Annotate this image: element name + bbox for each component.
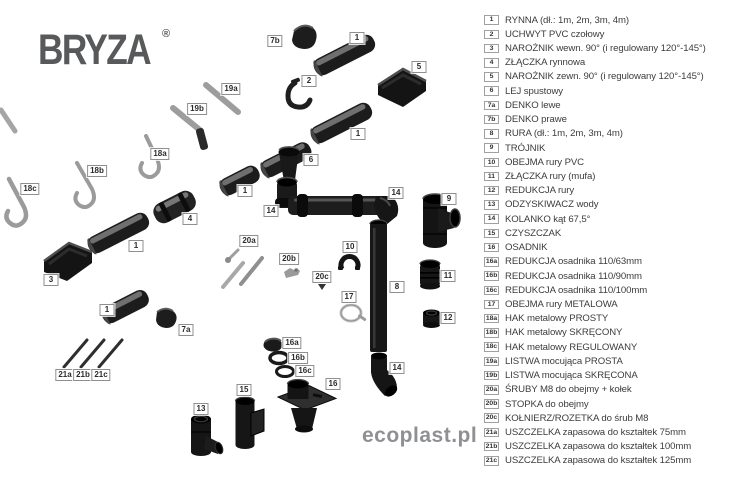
legend-item-2 (484, 27, 748, 41)
callout-5: 5 (412, 61, 427, 73)
callout-19b: 19b (187, 103, 207, 115)
callout-15: 15 (237, 384, 252, 396)
callout-21b: 21b (73, 369, 93, 381)
legend-item-label: KOLANKO kąt 67,5° (505, 213, 591, 225)
gutter-section-1c (217, 163, 263, 198)
legend-id-badge: 20b (485, 400, 498, 408)
legend-item-label: STOPKA do obejmy (505, 398, 589, 410)
callout-1: 1 (350, 32, 365, 44)
legend-item-label: REDUKCJA rury (505, 185, 575, 197)
gutter-section-1a (311, 32, 378, 78)
legend-item-16c (484, 283, 748, 297)
inner-corner-3 (44, 243, 92, 281)
callout-21c: 21c (91, 369, 110, 381)
legend-id-badge: 20a (485, 386, 498, 394)
clamp-foot-20b (284, 268, 300, 278)
legend-id-badge: 17 (484, 300, 499, 310)
legend-item-label: HAK metalowy SKRĘCONY (505, 327, 623, 339)
legend-item-5 (484, 70, 748, 84)
pipe-clamp-pvc-10 (338, 257, 360, 271)
callout-14: 14 (264, 205, 279, 217)
legend-item-20c (484, 411, 748, 425)
legend-id-badge: 16a (485, 258, 498, 266)
gutter-section-1d (85, 210, 152, 256)
legend-id-badge: 6 (484, 86, 499, 96)
rosette-20c (318, 284, 326, 290)
offset-horizontal-pipe (288, 194, 384, 217)
legend-item-label: REDUKCJA osadnika 110/63mm (505, 256, 642, 268)
brand-logo-text: BRYZA (38, 26, 150, 74)
legend-item-label: OSADNIK (505, 242, 548, 254)
callout-20c: 20c (312, 271, 331, 283)
callout-1: 1 (129, 240, 144, 252)
trap-reducer-16b (270, 353, 288, 364)
legend-id-badge: 8 (484, 129, 499, 139)
legend-item-label: DENKO prawe (505, 114, 567, 126)
legend-item-13 (484, 198, 748, 212)
legend-item-label: USZCZELKA zapasowa do kształtek 125mm (505, 455, 692, 467)
legend-id-badge: 21c (485, 457, 498, 465)
callout-14: 14 (389, 187, 404, 199)
legend-item-21a (484, 425, 748, 439)
legend-item-label: ZŁĄCZKA rury (mufa) (505, 171, 596, 183)
downpipe-8 (370, 220, 387, 352)
callout-7a: 7a (179, 324, 194, 336)
legend-id-badge: 19b (485, 371, 498, 379)
legend-item-label: LEJ spustowy (505, 85, 563, 97)
gutter-section-1e (99, 287, 152, 326)
callout-9: 9 (442, 193, 457, 205)
callout-6: 6 (304, 154, 319, 166)
sediment-trap-16 (278, 380, 336, 433)
callout-19a: 19a (221, 83, 240, 95)
website-watermark: ecoplast.pl (362, 424, 478, 447)
callout-10: 10 (343, 241, 358, 253)
legend (484, 13, 748, 468)
legend-id-badge: 12 (484, 186, 499, 196)
legend-id-badge: 4 (484, 58, 499, 68)
legend-item-label: LISTWA mocująca PROSTA (505, 355, 623, 367)
legend-id-badge: 3 (484, 44, 499, 54)
legend-item-label: UCHWYT PVC czołowy (505, 28, 605, 40)
m8-screws-20a (223, 250, 262, 287)
legend-item-17 (484, 297, 748, 311)
trap-reducer-16a (264, 339, 283, 352)
legend-item-1 (484, 13, 748, 27)
callout-1: 1 (238, 185, 253, 197)
legend-id-badge: 10 (484, 158, 499, 168)
legend-item-16a (484, 255, 748, 269)
callout-16a: 16a (282, 337, 301, 349)
legend-item-18c (484, 340, 748, 354)
legend-id-badge: 7a (484, 101, 499, 111)
legend-item-8 (484, 127, 748, 141)
callout-1: 1 (100, 304, 115, 316)
callout-16: 16 (326, 378, 341, 390)
callout-8: 8 (390, 281, 405, 293)
callout-18b: 18b (87, 165, 107, 177)
legend-item-19a (484, 354, 748, 368)
end-cap-left-7a (156, 309, 177, 328)
cleanout-15 (236, 397, 265, 449)
metal-hook-twisted-18b (75, 163, 94, 207)
tee-9 (423, 194, 460, 248)
legend-id-badge: 16b (485, 272, 498, 280)
legend-id-badge: 20c (485, 414, 498, 422)
legend-item-label: REDUKCJA osadnika 110/90mm (505, 270, 642, 282)
legend-item-label: CZYSZCZAK (505, 227, 562, 239)
legend-item-12 (484, 184, 748, 198)
legend-item-11 (484, 169, 748, 183)
legend-item-7b (484, 113, 748, 127)
legend-item-label: HAK metalowy PROSTY (505, 313, 609, 325)
legend-item-label: ŚRUBY M8 do obejmy + kołek (505, 384, 632, 396)
callout-13: 13 (194, 403, 209, 415)
legend-id-badge: 13 (484, 200, 499, 210)
legend-item-label: OBEJMA rury METALOWA (505, 298, 618, 310)
legend-item-label: KOŁNIERZ/ROZETKA do śrub M8 (505, 412, 649, 424)
legend-id-badge: 5 (484, 72, 499, 82)
callout-20a: 20a (239, 235, 258, 247)
legend-item-label: OBEJMA rury PVC (505, 156, 584, 168)
elbow-67-14 (371, 353, 399, 399)
legend-item-18a (484, 312, 748, 326)
legend-item-label: LISTWA mocująca SKRĘCONA (505, 370, 638, 382)
legend-item-16b (484, 269, 748, 283)
legend-item-3 (484, 41, 748, 55)
legend-item-15 (484, 226, 748, 240)
legend-item-label: RURA (dł.: 1m, 2m, 3m, 4m) (505, 128, 623, 140)
callout-20b: 20b (279, 253, 299, 265)
callout-21a: 21a (55, 369, 74, 381)
callout-16b: 16b (288, 352, 308, 364)
pipe-reducer-12 (423, 310, 440, 329)
callout-16c: 16c (295, 365, 314, 377)
legend-id-badge: 21a (485, 428, 498, 436)
callout-11: 11 (441, 270, 456, 282)
legend-item-7a (484, 98, 748, 112)
metal-hook-straight-18a (140, 136, 159, 177)
legend-id-badge: 19a (485, 357, 498, 365)
callout-3: 3 (44, 274, 59, 286)
registered-mark: ® (162, 28, 171, 40)
gutter-section-1b (308, 100, 375, 146)
legend-item-label: NAROŻNIK zewn. 90° (i regulowany 120°-145°) (505, 71, 704, 83)
trap-reducer-16c (277, 367, 294, 377)
water-collector-13 (191, 415, 224, 457)
legend-id-badge: 18a (485, 314, 498, 322)
legend-item-label: HAK metalowy REGULOWANY (505, 341, 638, 353)
legend-id-badge: 11 (484, 172, 499, 182)
legend-item-label: RYNNA (dł.: 1m, 2m, 3m, 4m) (505, 14, 630, 26)
legend-item-14 (484, 212, 748, 226)
fixing-strip-twisted-19b (173, 108, 209, 151)
gutter-hook-pvc-2 (288, 77, 310, 107)
legend-id-badge: 2 (484, 30, 499, 40)
callout-14: 14 (390, 362, 405, 374)
legend-id-badge: 16c (485, 286, 498, 294)
legend-id-badge: 9 (484, 143, 499, 153)
callout-4: 4 (183, 213, 198, 225)
legend-id-badge: 14 (484, 214, 499, 224)
callout-18c: 18c (20, 183, 39, 195)
legend-id-badge: 15 (484, 229, 499, 239)
gutter-connector-4 (150, 188, 199, 227)
end-cap-right-7b (292, 26, 317, 49)
legend-item-label: DENKO lewe (505, 99, 561, 111)
legend-id-badge: 7b (484, 115, 499, 125)
legend-item-21c (484, 454, 748, 468)
legend-id-badge: 16 (484, 243, 499, 253)
legend-item-10 (484, 155, 748, 169)
legend-id-badge: 1 (484, 15, 499, 25)
legend-item-21b (484, 440, 748, 454)
fixing-strip-straight-19a (206, 85, 238, 112)
legend-item-6 (484, 84, 748, 98)
legend-item-label: USZCZELKA zapasowa do kształtek 75mm (505, 426, 686, 438)
legend-item-label: REDUKCJA osadnika 110/100mm (505, 284, 648, 296)
legend-item-4 (484, 56, 748, 70)
legend-item-18b (484, 326, 748, 340)
legend-id-badge: 18c (485, 343, 498, 351)
legend-item-19b (484, 368, 748, 382)
legend-item-9 (484, 141, 748, 155)
callout-17: 17 (342, 291, 357, 303)
legend-id-badge: 18b (485, 329, 498, 337)
legend-item-label: ODZYSKIWACZ wody (505, 199, 599, 211)
callout-7b: 7b (267, 35, 282, 47)
callout-18a: 18a (150, 148, 169, 160)
pipe-clamp-metal-17 (341, 305, 367, 322)
legend-item-20a (484, 383, 748, 397)
legend-item-label: ZŁĄCZKA rynnowa (505, 57, 586, 69)
pipe-coupler-11 (420, 260, 440, 290)
outer-corner-5 (378, 69, 426, 107)
legend-item-label: USZCZELKA zapasowa do kształtek 100mm (505, 441, 692, 453)
metal-hook-adjustable-18c (1, 110, 26, 226)
callout-12: 12 (441, 312, 456, 324)
legend-id-badge: 21b (485, 442, 498, 450)
legend-item-label: TRÓJNIK (505, 142, 546, 154)
legend-item-20b (484, 397, 748, 411)
callout-1: 1 (351, 128, 366, 140)
callout-2: 2 (302, 75, 317, 87)
legend-item-16 (484, 241, 748, 255)
legend-item-label: NAROŻNIK wewn. 90° (i regulowany 120°-145°) (505, 43, 706, 55)
